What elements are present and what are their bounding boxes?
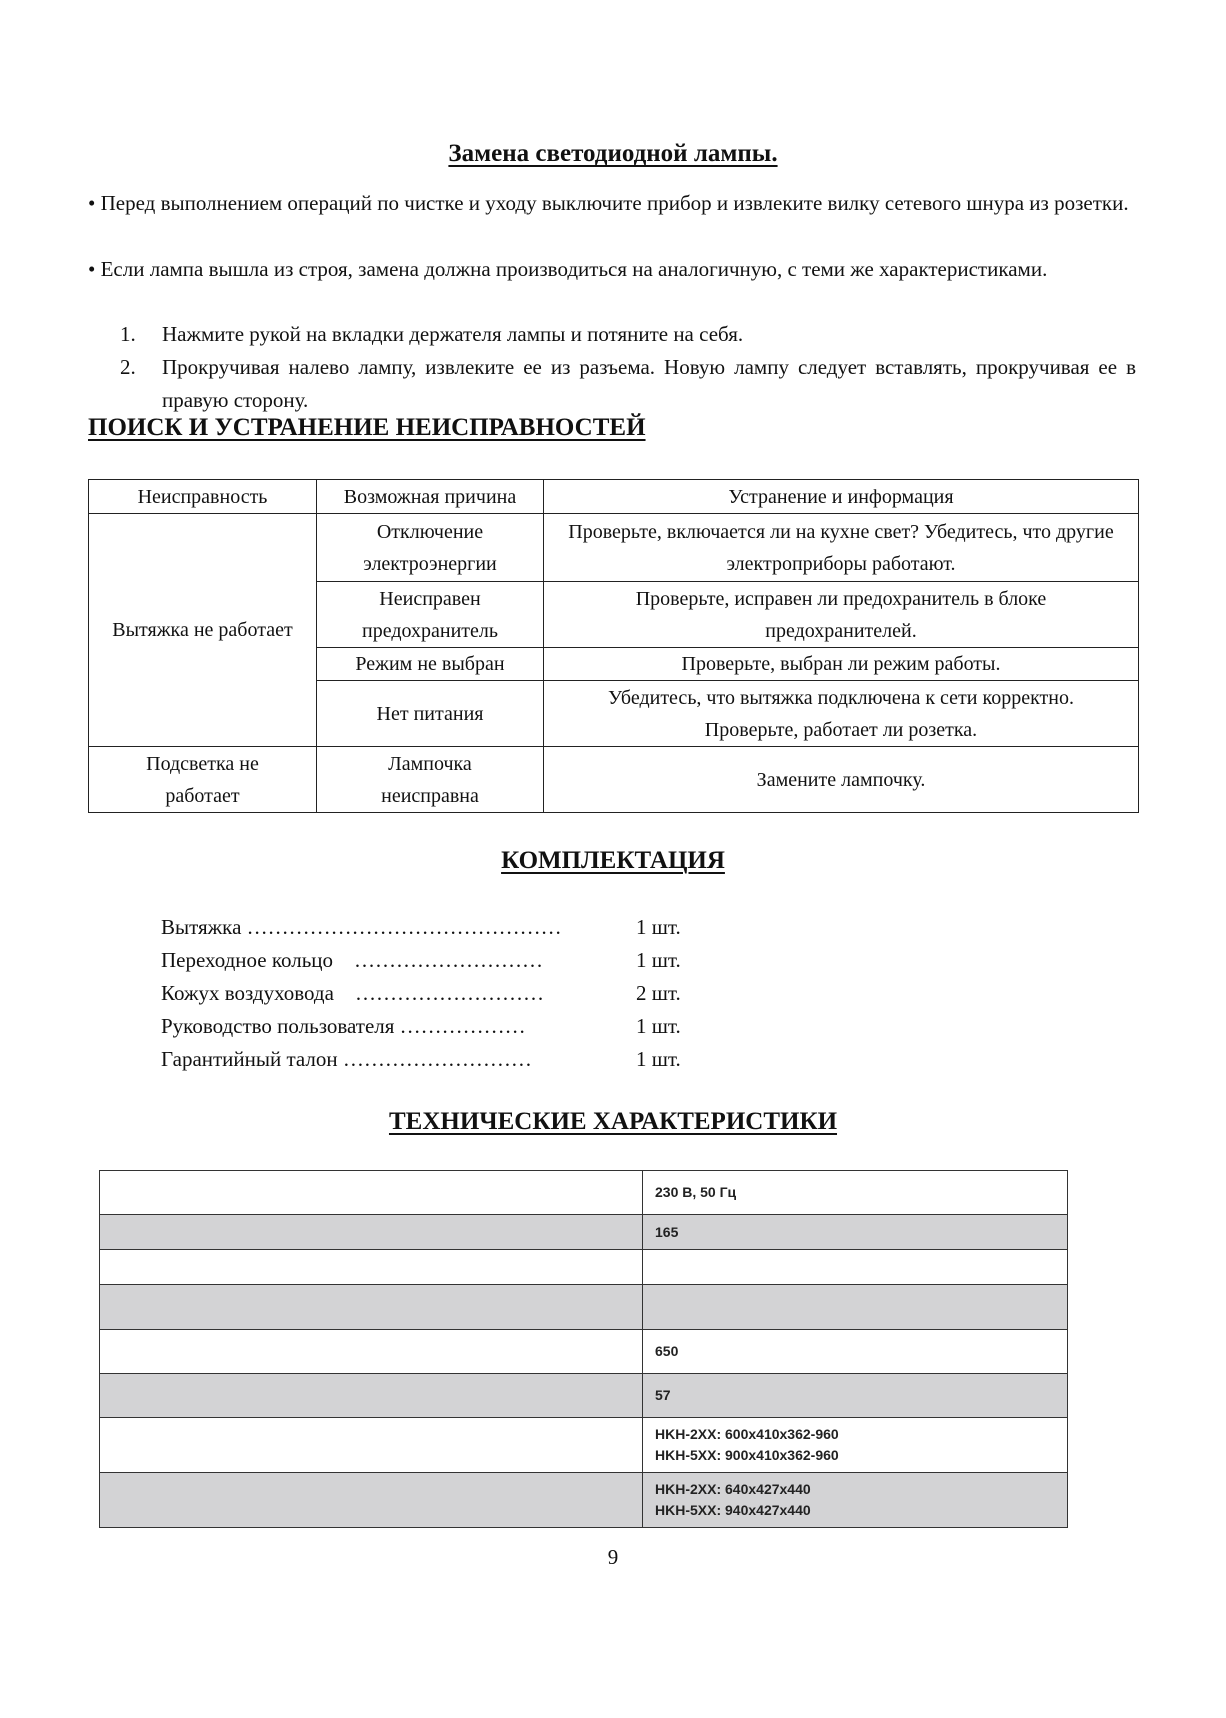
problem-cell: Подсветка не работает [89,747,317,813]
spec-label-cell [100,1374,643,1418]
table-row [100,1374,1068,1418]
table-row [100,1473,1068,1528]
kit-item-name: Вытяжка ……………………………………… [161,915,562,939]
header-cell: Неисправность [89,480,317,514]
cause-cell: Режим не выбран [317,648,544,681]
kit-item-qty: 2 шт. [636,981,681,1005]
step-number: 2. [120,355,136,379]
troubleshooting-title: ПОИСК И УСТРАНЕНИЕ НЕИСПРАВНОСТЕЙ [88,414,646,441]
step-text: Нажмите рукой на вкладки держателя лампы и потяните на себя. [162,322,744,346]
table-row [100,1285,1068,1330]
kit-item-qty: 1 шт. [636,1047,681,1071]
fix-cell: Проверьте, включается ли на кухне свет? Убедитесь, что другие электроприборы работают. [544,514,1139,582]
spec-value: 165 [643,1215,1068,1250]
table-row [89,514,1139,582]
cause-cell: Лампочка неисправна [317,747,544,813]
kit-item-name: Гарантийный талон ……………………… [161,1047,532,1071]
kit-item-qty: 1 шт. [636,915,681,939]
step-2 [120,351,1136,417]
kit-item [161,1010,681,1043]
table-row [89,747,1139,813]
spec-value [643,1250,1068,1285]
table-header-row [89,480,1139,514]
fix-cell: Проверьте, выбран ли режим работы. [544,648,1139,681]
cause-cell: Неисправен предохранитель [317,582,544,648]
kit-item-qty: 1 шт. [636,948,681,972]
spec-value [643,1285,1068,1330]
troubleshooting-table [88,479,1139,813]
page-number: 9 [607,1545,619,1569]
kit-item [161,944,681,977]
spec-label-cell [100,1285,643,1330]
kit-item-name: Кожух воздуховода ……………………… [161,981,544,1005]
table-row [100,1250,1068,1285]
step-text: Прокручивая налево лампу, извлеките ее из разъема. Новую лампу следует вставлять, прокручивая ее в правую сторону. [162,355,1136,412]
fix-cell: Проверьте, исправен ли предохранитель в блоке предохранителей. [544,582,1139,648]
spec-label-cell [100,1171,643,1215]
problem-cell: Вытяжка не работает [89,514,317,747]
cause-cell: Нет питания [317,681,544,747]
spec-label-cell [100,1215,643,1250]
specs-title: ТЕХНИЧЕСКИЕ ХАРАКТЕРИСТИКИ [388,1108,838,1135]
spec-label-cell [100,1250,643,1285]
kit-item [161,1043,681,1076]
spec-label-cell [100,1418,643,1473]
table-row [100,1215,1068,1250]
header-cell: Устранение и информация [544,480,1139,514]
table-row [100,1418,1068,1473]
spec-label-cell [100,1330,643,1374]
spec-value: HKH-2XX: 600x410x362-960 HKH-5XX: 900x410x362-960 [643,1418,1068,1473]
kit-item-name: Переходное кольцо ……………………… [161,948,544,972]
spec-label-cell [100,1473,643,1528]
fix-cell: Убедитесь, что вытяжка подключена к сети корректно. Проверьте, работает ли розетка. [544,681,1139,747]
step-1 [120,318,1136,351]
kit-title: КОМПЛЕКТАЦИЯ [501,847,725,874]
spec-value: 230 В, 50 Гц [643,1171,1068,1215]
bullet-2: • Если лампа вышла из строя, замена должна производиться на аналогичную, с теми же характеристиками. [88,257,1048,281]
fix-cell: Замените лампочку. [544,747,1139,813]
kit-item [161,911,681,944]
specs-table [99,1170,1068,1528]
cause-cell: Отключение электроэнергии [317,514,544,582]
table-row [100,1330,1068,1374]
bullet-1: • Перед выполнением операций по чистке и уходу выключите прибор и извлеките вилку сетевого шнура из розетки. [88,191,1129,215]
kit-item-name: Руководство пользователя ……………… [161,1014,526,1038]
spec-value: 650 [643,1330,1068,1374]
header-cell: Возможная причина [317,480,544,514]
lamp-section-title: Замена светодиодной лампы. [448,140,778,167]
step-number: 1. [120,322,136,346]
spec-value: 57 [643,1374,1068,1418]
kit-item [161,977,681,1010]
spec-value: HKH-2XX: 640x427x440 HKH-5XX: 940x427x440 [643,1473,1068,1528]
table-row [100,1171,1068,1215]
kit-item-qty: 1 шт. [636,1014,681,1038]
